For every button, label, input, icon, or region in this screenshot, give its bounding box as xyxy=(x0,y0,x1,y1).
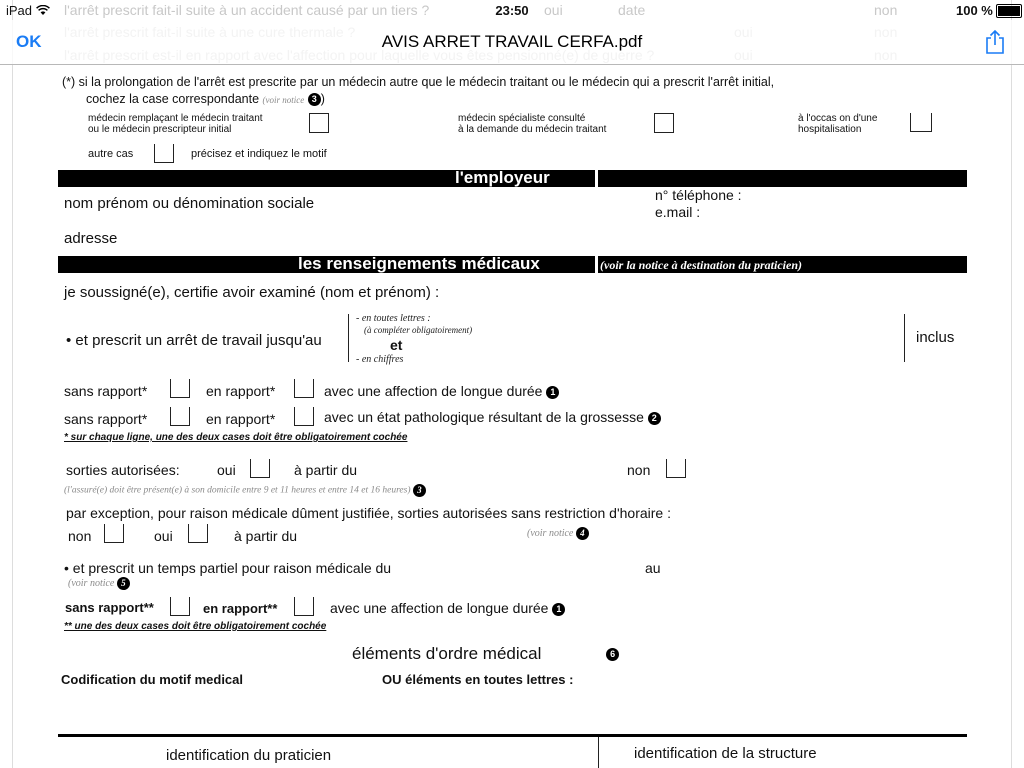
battery-label: 100 % xyxy=(956,3,993,18)
prescribe-label: • et prescrit un arrêt de travail jusqu'au xyxy=(66,332,322,349)
part-time-ald: avec une affection de longue durée 1 xyxy=(330,600,565,616)
share-button[interactable] xyxy=(984,29,1006,55)
part-time-relation: en rapport** xyxy=(203,601,278,616)
pregnancy-label: avec un état pathologique résultant de la grossesse 2 xyxy=(324,409,661,425)
battery-icon xyxy=(996,4,1022,18)
opt-specialist-a: médecin spécialiste consulté xyxy=(458,113,586,124)
ald-relation: en rapport* xyxy=(206,383,276,399)
exception-yes: oui xyxy=(154,528,173,544)
checkbox-pregnancy-relation[interactable] xyxy=(294,407,314,426)
question-accident-no: non xyxy=(874,2,898,18)
note-required: * sur chaque ligne, une des deux cases doit être obligatoirement cochée xyxy=(64,432,408,443)
certify-label: je soussigné(e), certifie avoir examiné (nom et prénom) : xyxy=(64,284,440,301)
exception-label: par exception, pour raison médicale dûment justifiée, sorties autorisées sans restriction d'horaire : xyxy=(66,505,671,521)
part-time-label: • et prescrit un temps partiel pour raison médicale du xyxy=(64,560,392,576)
checkbox-exception-yes[interactable] xyxy=(188,524,208,543)
opt-hospital-b: hospitalisation xyxy=(798,124,862,135)
id-structure-label: identification de la structure xyxy=(634,745,817,762)
medical-header: les renseignements médicaux xyxy=(298,254,540,273)
letters-required: (à compléter obligatoirement) xyxy=(364,325,473,335)
exception-no: non xyxy=(68,528,92,544)
exception-from: à partir du xyxy=(234,528,298,544)
coding-label: Codification du motif medical xyxy=(61,672,244,687)
digits-label: - en chiffres xyxy=(356,354,404,365)
opt-replacement-a: médecin remplaçant le médecin traitant xyxy=(88,113,263,124)
checkbox-exception-no[interactable] xyxy=(104,524,124,543)
note-1b-icon: 1 xyxy=(552,603,565,616)
medical-elements-title: éléments d'ordre médical 6 xyxy=(352,644,619,664)
note-1-icon: 1 xyxy=(546,386,559,399)
note-6-icon: 6 xyxy=(606,648,619,661)
prolongation-line2: cochez la case correspondante (voir notice 3 ) xyxy=(86,92,325,106)
part-time-until: au xyxy=(645,560,661,576)
note-5-icon: 5 xyxy=(117,577,130,590)
part-time-no-relation: sans rapport** xyxy=(65,600,154,615)
ald-label: avec une affection de longue durée 1 xyxy=(324,383,559,399)
status-bar xyxy=(0,0,1024,20)
and-label: et xyxy=(390,337,403,353)
employer-address-label: adresse xyxy=(64,230,118,247)
bottom-rule xyxy=(58,734,967,737)
exits-from: à partir du xyxy=(294,462,358,478)
checkbox-exits-no[interactable] xyxy=(666,459,686,478)
question-accident-yes: oui xyxy=(544,2,563,18)
pregnancy-relation: en rapport* xyxy=(206,411,276,427)
question-accident-date: date xyxy=(618,2,646,18)
note-3b-icon: 3 xyxy=(413,484,426,497)
ald-no-relation: sans rapport* xyxy=(64,383,148,399)
opt-specialist-b: à la demande du médecin traitant xyxy=(458,124,607,135)
part-time-note: (voir notice 5 xyxy=(68,577,130,590)
prolongation-line1: (*) si la prolongation de l'arrêt est prescrite par un médecin autre que le médecin traitant ou le médecin qui a prescrit l'arrêt initial, xyxy=(62,75,775,89)
opt-hospital-a: à l'occas on d'une xyxy=(798,113,878,124)
exception-note: (voir notice 4 xyxy=(527,527,589,540)
document-title: AVIS ARRET TRAVAIL CERFA.pdf xyxy=(381,32,643,51)
checkbox-ald-no-relation[interactable] xyxy=(170,379,190,398)
checkbox-hospital[interactable] xyxy=(910,113,932,132)
question-accident: l'arrêt prescrit fait-il suite à un accident causé par un tiers ? xyxy=(64,2,430,18)
pdf-page[interactable] xyxy=(12,0,1012,768)
employer-header: l'employeur xyxy=(455,168,550,187)
id-practitioner-label: identification du praticien xyxy=(166,747,332,764)
opt-other: autre cas xyxy=(88,148,134,160)
or-letters-label: OU éléments en toutes lettres : xyxy=(382,672,574,687)
checkbox-pregnancy-no-relation[interactable] xyxy=(170,407,190,426)
share-icon xyxy=(984,29,1006,55)
pregnancy-no-relation: sans rapport* xyxy=(64,411,148,427)
employer-phone-label: n° téléphone : xyxy=(655,187,742,203)
letters-label: - en toutes lettres : xyxy=(356,313,431,324)
note-3-icon: 3 xyxy=(308,93,321,106)
note-4-icon: 4 xyxy=(576,527,589,540)
exits-yes: oui xyxy=(217,462,236,478)
checkbox-replacement[interactable] xyxy=(309,113,329,133)
ok-button[interactable]: OK xyxy=(16,32,42,51)
checkbox-ald-relation[interactable] xyxy=(294,379,314,398)
exits-no: non xyxy=(627,462,651,478)
employer-name-label: nom prénom ou dénomination sociale xyxy=(64,195,315,212)
checkbox-part-time-relation[interactable] xyxy=(294,597,314,616)
exits-note: (l'assuré(e) doit être présent(e) à son domicile entre 9 et 11 heures et entre 14 et 16 heures) 3 xyxy=(64,484,426,497)
medical-header-note: (voir la notice à destination du praticien) xyxy=(600,258,803,272)
note-required-b: ** une des deux cases doit être obligatoirement cochée xyxy=(64,621,327,632)
note-2-icon: 2 xyxy=(648,412,661,425)
checkbox-specialist[interactable] xyxy=(654,113,674,133)
nav-bar xyxy=(0,20,1024,65)
checkbox-exits-yes[interactable] xyxy=(250,459,270,478)
checkbox-part-time-no-relation[interactable] xyxy=(170,597,190,616)
opt-replacement-b: ou le médecin prescripteur initial xyxy=(88,124,232,135)
inclusive-label: inclus xyxy=(916,329,955,346)
employer-email-label: e.mail : xyxy=(655,204,701,220)
device-label: iPad xyxy=(6,3,50,18)
status-time: 23:50 xyxy=(495,3,529,18)
checkbox-other[interactable] xyxy=(154,144,174,163)
exits-label: sorties autorisées: xyxy=(66,462,180,478)
opt-other-detail: précisez et indiquez le motif xyxy=(191,148,327,160)
